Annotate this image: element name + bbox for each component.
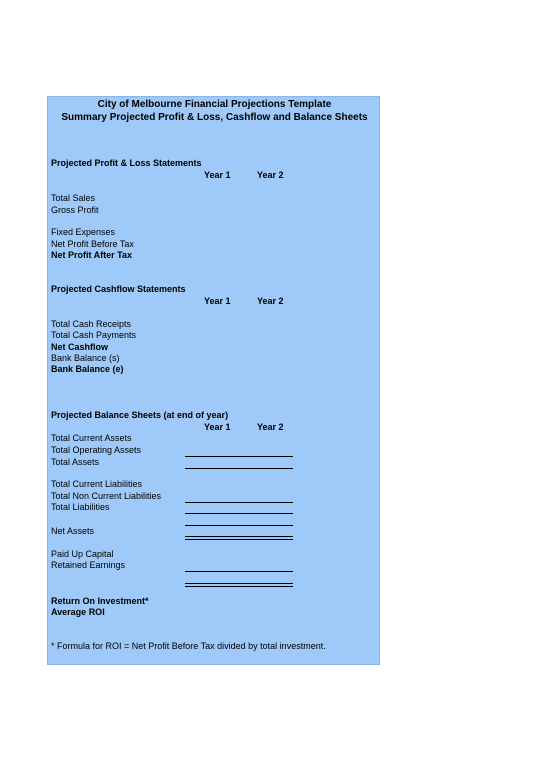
bank-balance-e-label: Bank Balance (e) — [51, 364, 124, 374]
total-liabilities-label: Total Liabilities — [51, 502, 110, 512]
total-assets-label: Total Assets — [51, 457, 100, 467]
subtotal-rule — [185, 525, 293, 526]
balance-year1-header: Year 1 — [204, 422, 231, 432]
sheet-subtitle: Summary Projected Profit & Loss, Cashflow and Balance Sheets — [61, 112, 368, 123]
bank-balance-s-label: Bank Balance (s) — [51, 353, 120, 363]
net-profit-after-tax-label: Net Profit After Tax — [51, 250, 133, 260]
average-roi-label: Average ROI — [51, 607, 105, 617]
subtotal-rule — [185, 571, 293, 572]
net-assets-label: Net Assets — [51, 526, 95, 536]
summary-sheet — [47, 96, 380, 665]
fixed-expenses-label: Fixed Expenses — [51, 227, 116, 237]
cashflow-year2-header: Year 2 — [257, 296, 284, 306]
retained-earnings-label: Retained Earnings — [51, 560, 126, 570]
balance-year2-header: Year 2 — [257, 422, 284, 432]
total-operating-assets-label: Total Operating Assets — [51, 445, 142, 455]
total-cash-payments-label: Total Cash Payments — [51, 330, 137, 340]
total-rule — [185, 513, 293, 514]
subtotal-rule — [185, 502, 293, 503]
sheet-title: City of Melbourne Financial Projections Template — [97, 99, 332, 110]
pl-heading: Projected Profit & Loss Statements — [51, 158, 202, 168]
paid-up-capital-label: Paid Up Capital — [51, 549, 114, 559]
net-profit-before-tax-label: Net Profit Before Tax — [51, 239, 134, 249]
gross-profit-label: Gross Profit — [51, 205, 99, 215]
total-current-liabilities-label: Total Current Liabilities — [51, 479, 143, 489]
total-cash-receipts-label: Total Cash Receipts — [51, 319, 132, 329]
pl-year2-header: Year 2 — [257, 170, 284, 180]
total-sales-label: Total Sales — [51, 193, 96, 203]
roi-footnote: * Formula for ROI = Net Profit Before Tax divided by total investment. — [51, 641, 326, 651]
cashflow-year1-header: Year 1 — [204, 296, 231, 306]
total-current-assets-label: Total Current Assets — [51, 433, 132, 443]
roi-label: Return On Investment* — [51, 596, 149, 606]
cashflow-heading: Projected Cashflow Statements — [51, 284, 186, 294]
subtotal-rule — [185, 456, 293, 457]
double-total-rule — [185, 536, 293, 540]
balance-heading: Projected Balance Sheets (at end of year) — [51, 410, 229, 420]
double-total-rule — [185, 583, 293, 587]
pl-year1-header: Year 1 — [204, 170, 231, 180]
total-non-current-liabilities-label: Total Non Current Liabilities — [51, 491, 162, 501]
total-rule — [185, 468, 293, 469]
net-cashflow-label: Net Cashflow — [51, 342, 109, 352]
